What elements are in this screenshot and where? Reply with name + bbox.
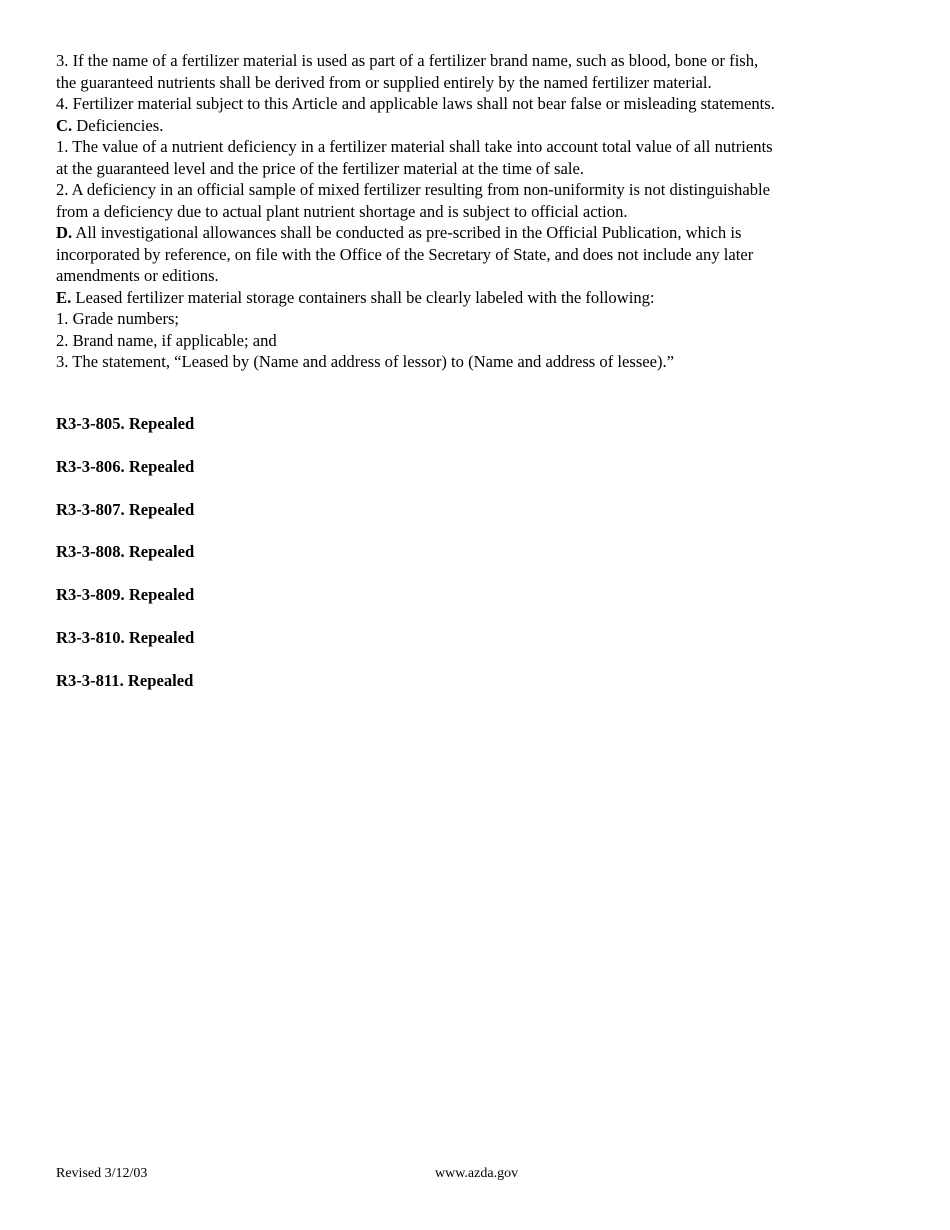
list-item: 2. Brand name, if applicable; and <box>56 330 277 350</box>
section-d-label: D. <box>56 223 73 242</box>
paragraph-line: 1. The value of a nutrient deficiency in a fertilizer material shall take into account total value of all nutrients <box>56 137 773 156</box>
section-c-text: Deficiencies. <box>72 115 164 135</box>
footer-website: www.azda.gov <box>435 1166 519 1181</box>
section-d-heading <box>56 222 916 244</box>
repealed-section-heading: R3-3-806. Repealed <box>56 456 195 476</box>
paragraph-line: 3. If the name of a fertilizer material is used as part of a fertilizer brand name, such as blood, bone or fish, <box>56 51 759 70</box>
list-item: 3. The statement, “Leased by (Name and address of lessor) to (Name and address of lessee).” <box>56 352 675 371</box>
rule-text-body <box>56 50 916 373</box>
section-e-label: E. <box>56 287 72 307</box>
paragraph-line: from a deficiency due to actual plant nutrient shortage and is subject to official action. <box>56 201 628 221</box>
paragraph-line: incorporated by reference, on file with the Office of the Secretary of State, and does not include any later <box>56 244 754 264</box>
repealed-section-heading: R3-3-809. Repealed <box>56 585 195 605</box>
repealed-sections-list <box>56 413 456 713</box>
paragraph-line: amendments or editions. <box>56 266 219 285</box>
repealed-section-heading: R3-3-805. Repealed <box>56 414 195 433</box>
section-e-text: Leased fertilizer material storage containers shall be clearly labeled with the following: <box>71 287 655 307</box>
paragraph-line: at the guaranteed level and the price of the fertilizer material at the time of sale. <box>56 158 584 178</box>
repealed-section-heading: R3-3-807. Repealed <box>56 499 195 519</box>
section-d-text: All investigational allowances shall be conducted as pre-scribed in the Official Publication, which is <box>72 223 742 242</box>
paragraph-line: 4. Fertilizer material subject to this Article and applicable laws shall not bear false or misleading statements. <box>56 94 775 113</box>
repealed-section-heading: R3-3-811. Repealed <box>56 670 194 690</box>
repealed-section-heading: R3-3-808. Repealed <box>56 542 195 562</box>
list-item: 1. Grade numbers; <box>56 309 180 328</box>
section-c-label: C. <box>56 115 73 135</box>
repealed-section-heading: R3-3-810. Repealed <box>56 627 195 647</box>
footer-revised-date: Revised 3/12/03 <box>56 1166 148 1181</box>
section-e-heading <box>56 287 916 309</box>
paragraph-line: the guaranteed nutrients shall be derived from or supplied entirely by the named fertilizer material. <box>56 72 712 92</box>
paragraph-line: 2. A deficiency in an official sample of mixed fertilizer resulting from non-uniformity is not distinguishable <box>56 180 770 199</box>
section-c-heading <box>56 115 916 137</box>
